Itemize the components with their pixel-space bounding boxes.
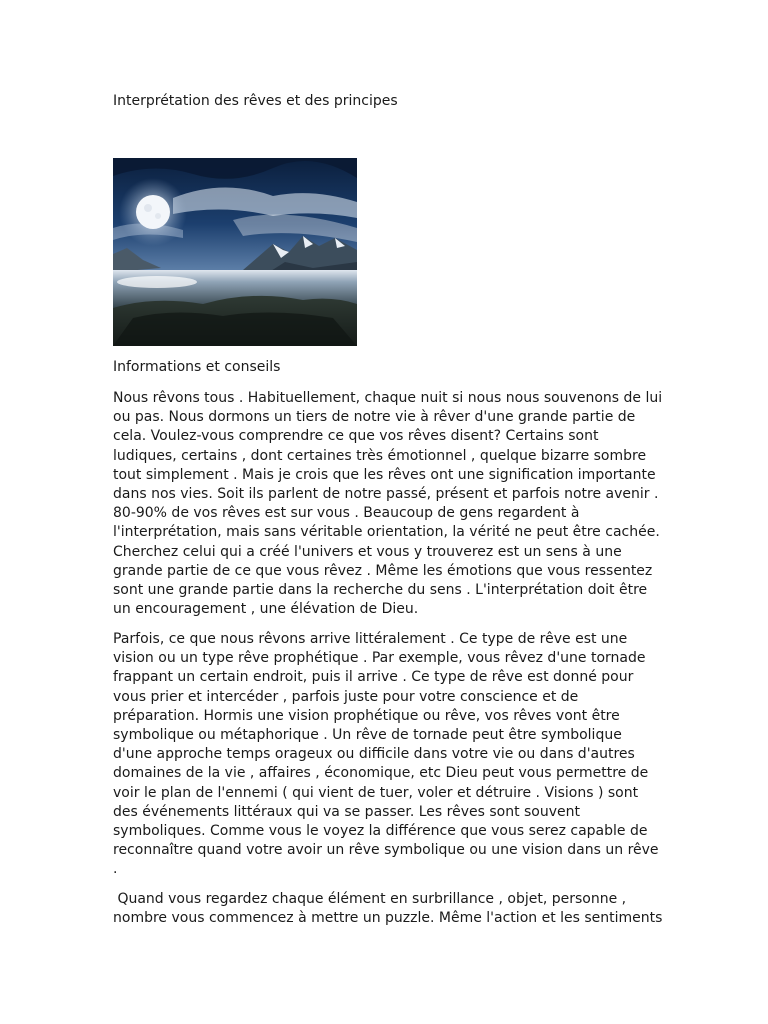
paragraph-2 — [113, 630, 673, 879]
paragraph-line: Nous rêvons tous . Habituellement, chaque nuit si nous nous souvenons de lui — [113, 390, 663, 406]
section-heading: Informations et conseils — [113, 359, 281, 375]
paragraph-line: dans nos vies. Soit ils parlent de notre passé, présent et parfois notre avenir . — [113, 485, 659, 502]
paragraph-line: sont une grande partie dans la recherche du sens . L'interprétation doit être — [113, 581, 648, 598]
paragraph-line: Quand vous regardez chaque élément en surbrillance , objet, personne , — [113, 891, 627, 907]
paragraph-line: préparation. Hormis une vision prophétique ou rêve, vos rêves vont être — [113, 707, 620, 724]
moonlit-lake-image — [113, 158, 357, 346]
paragraph-line: l'interprétation, mais sans véritable orientation, la vérité ne peut être cachée. — [113, 524, 660, 541]
paragraph-line: vous prier et intercéder , parfois juste pour votre conscience et de — [113, 688, 579, 705]
paragraph-line: symboliques. Comme vous le voyez la différence que vous serez capable de — [113, 822, 648, 839]
paragraph-line: ludiques, certains , dont certaines très émotionnel , quelque bizarre sombre — [113, 447, 647, 464]
paragraph-line: Cherchez celui qui a créé l'univers et vous y trouverez est un sens à une — [113, 543, 622, 560]
paragraph-line: frappant un certain endroit, puis il arrive . Ce type de rêve est donné pour — [113, 669, 634, 686]
paragraph-line: . — [113, 861, 118, 878]
paragraph-line: cela. Voulez-vous comprendre ce que vos rêves disent? Certains sont — [113, 428, 599, 445]
paragraph-line: 80-90% de vos rêves est sur vous . Beaucoup de gens regardent à — [113, 505, 580, 522]
paragraph-1 — [113, 389, 673, 619]
paragraph-line: tout simplement . Mais je crois que les rêves ont une signification importante — [113, 466, 656, 483]
document-title: Interprétation des rêves et des principes — [113, 93, 398, 109]
paragraph-line: symbolique ou métaphorique . Un rêve de tornade peut être symbolique — [113, 726, 622, 743]
paragraph-line: vision ou un type rêve prophétique . Par exemple, vous rêvez d'une tornade — [113, 650, 646, 667]
paragraph-line: domaines de la vie , affaires , économique, etc Dieu peut vous permettre de — [113, 765, 649, 782]
paragraph-line: Parfois, ce que nous rêvons arrive littéralement . Ce type de rêve est une — [113, 631, 628, 647]
paragraph-3 — [113, 890, 673, 928]
paragraph-line: grande partie de ce que vous rêvez . Même les émotions que vous ressentez — [113, 562, 653, 579]
paragraph-line: ou pas. Nous dormons un tiers de notre vie à rêver d'une grande partie de — [113, 409, 636, 426]
paragraph-line: un encouragement , une élévation de Dieu. — [113, 601, 419, 618]
moonlit-lake-landscape-icon — [113, 158, 357, 346]
paragraph-line: nombre vous commencez à mettre un puzzle. Même l'action et les sentiments — [113, 910, 663, 927]
paragraph-line: voir le plan de l'ennemi ( qui vient de tuer, voler et détruire . Visions ) sont — [113, 784, 639, 801]
paragraph-line: des événements littéraux qui va se passer. Les rêves sont souvent — [113, 803, 581, 820]
paragraph-line: d'une approche temps orageux ou difficile dans votre vie ou dans d'autres — [113, 746, 635, 763]
paragraph-line: reconnaître quand votre avoir un rêve symbolique ou une vision dans un rêve — [113, 842, 659, 859]
